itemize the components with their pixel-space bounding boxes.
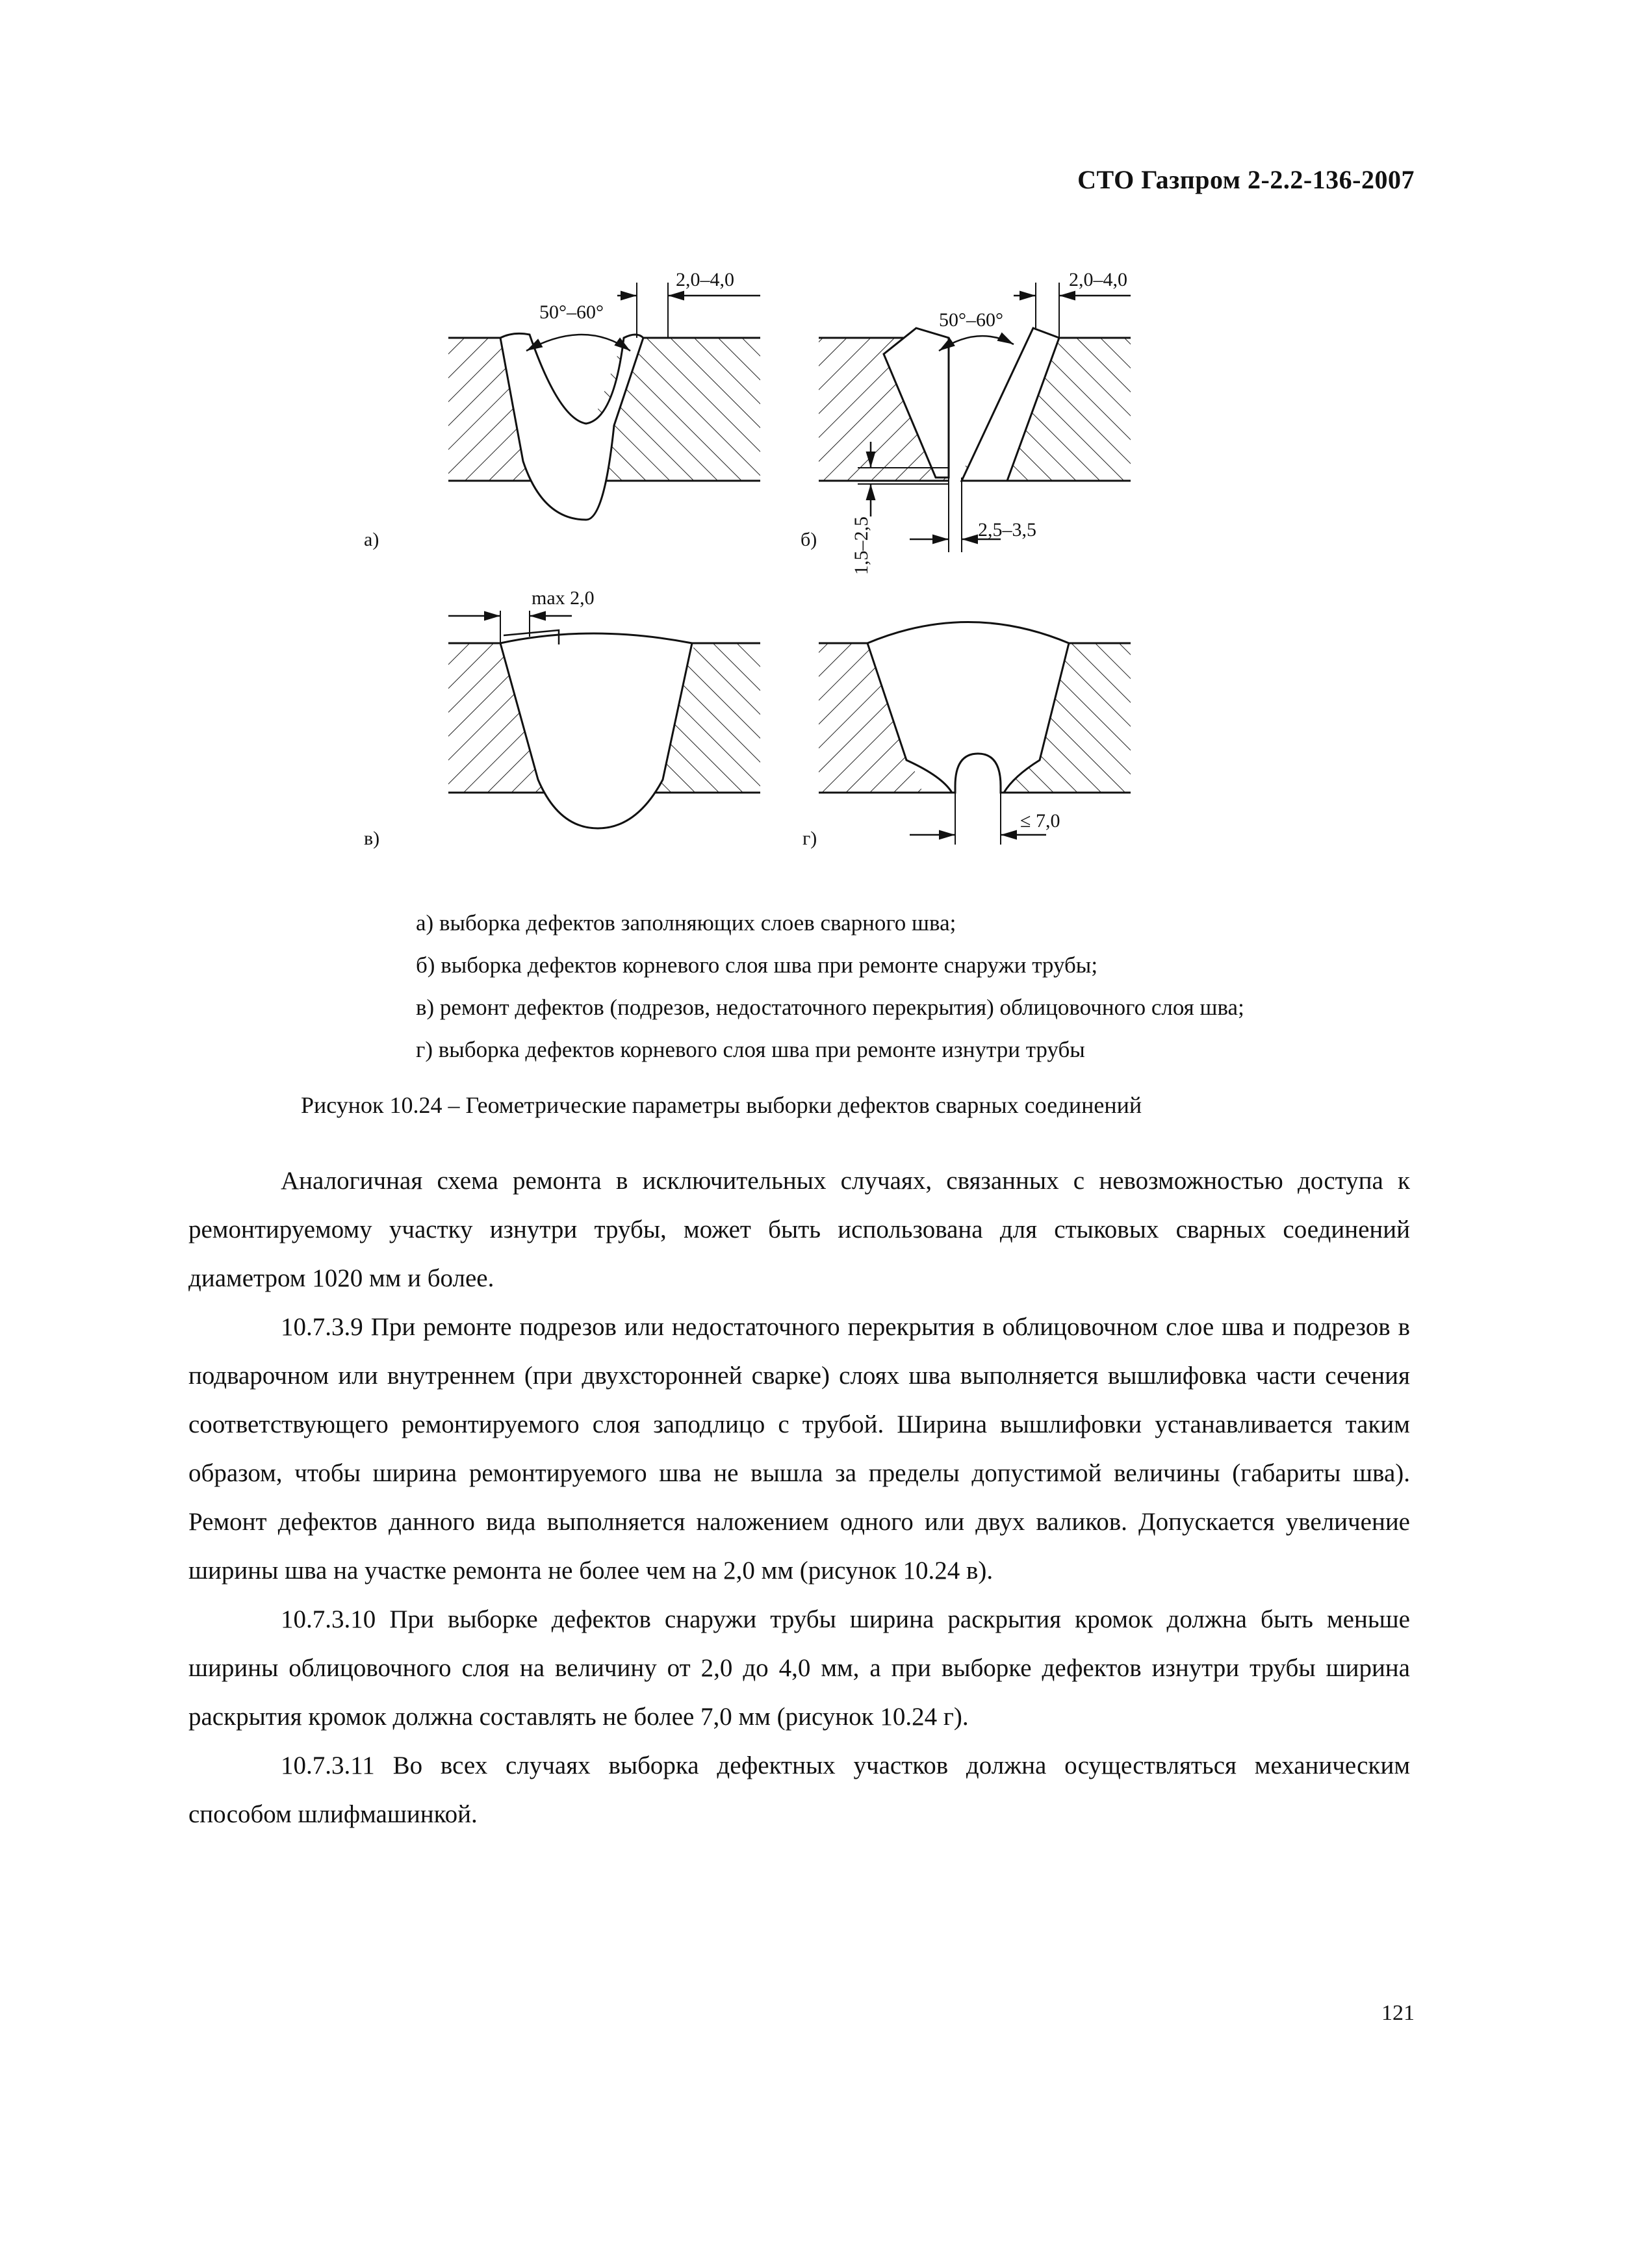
panel-c-label: в) xyxy=(364,828,380,849)
panel-a-angle: 50°–60° xyxy=(539,301,604,323)
caption-b: б) выборка дефектов корневого слоя шва при ремонте снаружи трубы; xyxy=(416,952,1098,978)
weld-diagrams xyxy=(364,247,1241,871)
figure-title: Рисунок 10.24 – Геометрические параметры выборки дефектов сварных соединений xyxy=(301,1092,1142,1118)
panel-a xyxy=(364,269,760,550)
paragraph: Аналогичная схема ремонта в исключительных случаях, связанных с невозможностью доступа к ремонтируемому участку изнутри трубы, может быть использована для стыковых сварных соединений диаметром 1020 мм и более. xyxy=(188,1167,1410,1292)
caption-d: г) выборка дефектов корневого слоя шва при ремонте изнутри трубы xyxy=(416,1037,1085,1062)
panel-c xyxy=(364,587,760,849)
panel-c-dim: max 2,0 xyxy=(532,587,595,609)
paragraph: 10.7.3.9 При ремонте подрезов или недостаточного перекрытия в облицовочном слое шва и подрезов в подварочном или внутреннем (при двухсторонней сварке) слоях шва выполняется вышлифовка части сечения соответствующего ремонтируемого слоя заподлицо с трубой. Ширина вышлифовки устанавливается таким образом, чтобы ширина ремонтируемого шва не вышла за пределы допустимой величины (габариты шва). Ремонт дефектов данного вида выполняется наложением одного или двух валиков. Допускается увеличение ширины шва на участке ремонта не более чем на 2,0 мм (рисунок 10.24 в). xyxy=(188,1313,1410,1585)
body-text xyxy=(188,1156,1410,1839)
panel-b-dim-height: 1,5–2,5 xyxy=(851,516,872,575)
panel-a-dim: 2,0–4,0 xyxy=(676,269,734,290)
panel-b-dim-top: 2,0–4,0 xyxy=(1069,269,1127,290)
caption-c: в) ремонт дефектов (подрезов, недостаточного перекрытия) облицовочного слоя шва; xyxy=(416,995,1244,1020)
panel-b-angle: 50°–60° xyxy=(939,309,1003,331)
caption-a: а) выборка дефектов заполняющих слоев сварного шва; xyxy=(416,910,956,936)
panel-a-label: а) xyxy=(364,529,379,550)
paragraph: 10.7.3.10 При выборке дефектов снаружи трубы ширина раскрытия кромок должна быть меньше ширины облицовочного слоя на величину от 2,0 до 4,0 мм, а при выборке дефектов изнутри трубы ширина раскрытия кромок должна составлять не более 7,0 мм (рисунок 10.24 г). xyxy=(188,1605,1410,1731)
panel-b-label: б) xyxy=(801,529,817,550)
paragraph: 10.7.3.11 Во всех случаях выборка дефектных участков должна осуществляться механическим способом шлифмашинкой. xyxy=(188,1752,1410,1828)
page-number: 121 xyxy=(1381,2001,1415,2025)
figure-10-24 xyxy=(364,247,1241,871)
panel-b-dim-gap: 2,5–3,5 xyxy=(978,519,1036,541)
panel-d xyxy=(802,622,1131,850)
panel-b xyxy=(801,269,1131,575)
document-header: СТО Газпром 2-2.2-136-2007 xyxy=(1077,165,1415,194)
figure-captions xyxy=(416,902,1244,1071)
panel-d-label: г) xyxy=(802,828,817,849)
panel-d-dim: ≤ 7,0 xyxy=(1020,810,1060,832)
